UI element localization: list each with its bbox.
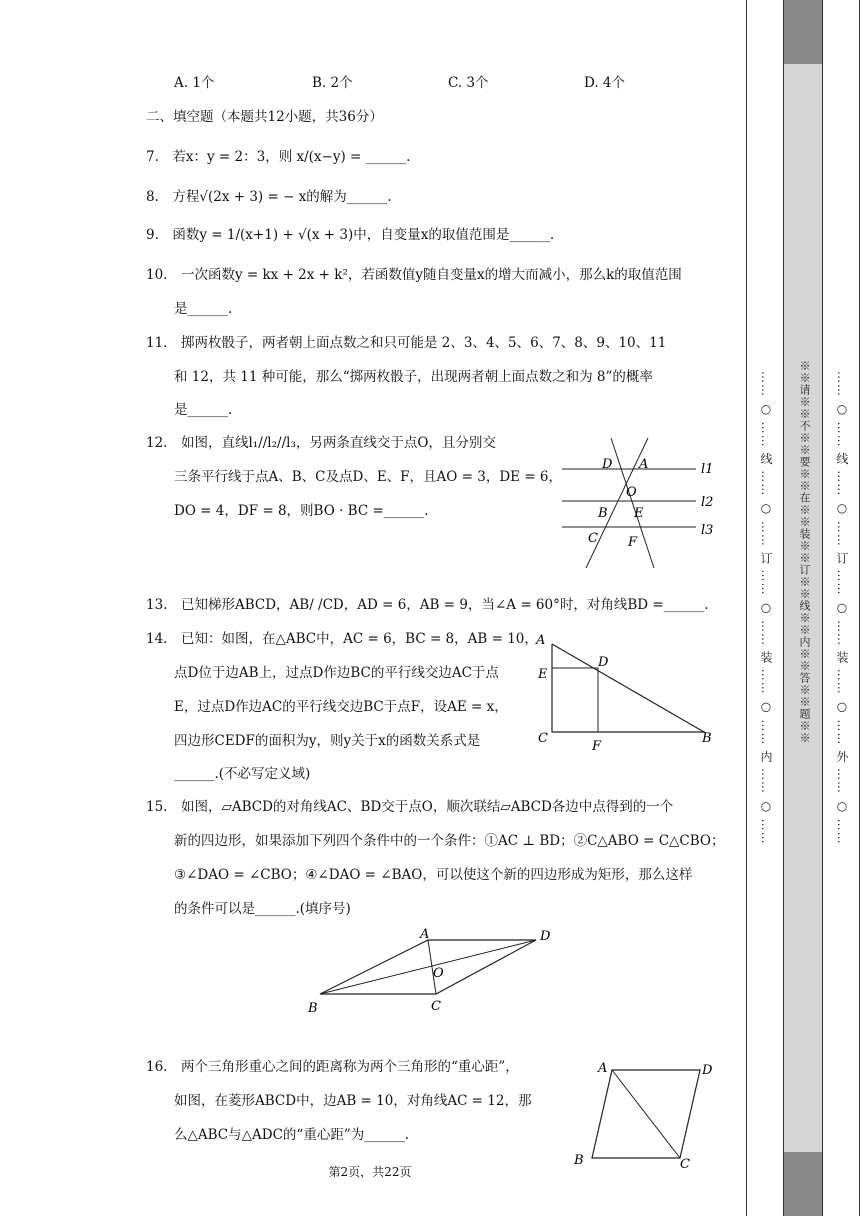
- fig12-label-a: A: [639, 457, 649, 472]
- binding-strip-outer: [822, 0, 860, 1216]
- fig12-label-o: O: [626, 485, 637, 500]
- fig14-label-c: C: [538, 731, 548, 746]
- strip-top-block: [784, 0, 822, 64]
- question-15-line4: 的条件可以是______.(填序号): [174, 901, 351, 917]
- binding-outer-text: …… ○ …… 线 …… ○ …… 订 …… ○ …… 装 …… ○ …… 外 …… ○ ……: [835, 371, 849, 845]
- fig16-label-a: A: [598, 1061, 608, 1076]
- binding-strip-inner: [746, 0, 784, 1216]
- question-11-line3: 是______.: [174, 402, 233, 418]
- strip-bottom-block: [784, 1152, 822, 1216]
- fig16-label-c: C: [680, 1157, 690, 1172]
- option-b: B. 2个: [312, 75, 353, 91]
- question-11-line1: 11. 掷两枚骰子，两者朝上面点数之和只可能是 2、3、4、5、6、7、8、9、10、11: [146, 335, 667, 351]
- fig12-label-l2: l2: [701, 495, 714, 510]
- option-a: A. 1个: [174, 75, 215, 91]
- figure-15-parallelogram: [300, 924, 562, 1018]
- fig15-label-a: A: [420, 927, 430, 942]
- question-14-line5: ______.(不必写定义域): [174, 766, 311, 782]
- binding-strip-middle: [783, 0, 823, 1216]
- question-11-line2: 和 12，共 11 种可能，那么“掷两枚骰子，出现两者朝上面点数之和为 8”的概率: [174, 369, 653, 385]
- question-14-line4: 四边形CEDF的面积为y，则y关于x的函数关系式是: [174, 733, 481, 749]
- question-12-line2: 三条平行线于点A、B、C及点D、E、F，且AO = 3，DE = 6，: [174, 469, 563, 485]
- fig14-label-e: E: [538, 667, 548, 682]
- question-10-line1: 10. 一次函数y = kx + 2x + k²，若函数值y随自变量x的增大而减小，那么k的取值范围: [146, 267, 682, 283]
- question-9: 9. 函数y = 1/(x+1) + √(x + 3)中，自变量x的取值范围是______.: [146, 227, 555, 243]
- question-12-line1: 12. 如图，直线l₁//l₂//l₃，另两条直线交于点O，且分别交: [146, 435, 496, 451]
- fig14-label-f: F: [592, 739, 602, 754]
- fig12-label-l3: l3: [701, 523, 714, 538]
- question-14-line3: E，过点D作边AC的平行线交边BC于点F，设AE = x，: [174, 699, 508, 715]
- option-d: D. 4个: [584, 75, 626, 91]
- question-15-line1: 15. 如图，▱ABCD的对角线AC、BD交于点O，顺次联结▱ABCD各边中点得到的一个: [146, 799, 674, 815]
- fig15-label-d: D: [540, 929, 551, 944]
- figure-16-rhombus: [566, 1054, 722, 1172]
- fig14-label-d: D: [598, 655, 609, 670]
- figure-14-triangle: [534, 628, 720, 754]
- fig12-label-d: D: [602, 457, 613, 472]
- fig15-label-b: B: [308, 1001, 318, 1016]
- fig16-label-d: D: [702, 1063, 713, 1078]
- page-footer: 第2页，共22页: [328, 1165, 412, 1179]
- question-16-line2: 如图，在菱形ABCD中，边AB = 10，对角线AC = 12，那: [174, 1093, 532, 1109]
- fig12-label-c: C: [588, 531, 598, 546]
- question-10-line2: 是______.: [174, 301, 233, 317]
- question-14-line2: 点D位于边AB上，过点D作边BC的平行线交边AC于点: [174, 665, 499, 681]
- section-title: 二、填空题（本题共12小题，共36分）: [146, 109, 383, 125]
- fig14-label-b: B: [702, 731, 712, 746]
- fig12-label-b: B: [598, 506, 608, 521]
- question-15-line2: 新的四边形，如果添加下列四个条件中的一个条件：①AC ⊥ BD；②C△ABO = C△CBO；: [174, 833, 725, 849]
- question-8: 8. 方程√(2x + 3) = − x的解为______.: [146, 189, 392, 205]
- fig12-label-f: F: [628, 535, 638, 550]
- question-7: 7. 若x：y = 2：3，则 x/(x−y) = ______.: [146, 149, 411, 165]
- question-16-line1: 16. 两个三角形重心之间的距离称为两个三角形的“重心距”，: [146, 1059, 519, 1075]
- question-13: 13. 已知梯形ABCD，AB/ /CD，AD = 6，AB = 9，当∠A = 60°时，对角线BD =______.: [146, 597, 709, 613]
- fig15-label-o: O: [433, 966, 444, 981]
- option-c: C. 3个: [448, 75, 489, 91]
- fig14-label-a: A: [536, 633, 546, 648]
- question-14-line1: 14. 已知：如图，在△ABC中，AC = 6，BC = 8，AB = 10，: [146, 631, 538, 647]
- binding-middle-text: ※※请※※不※※要※※在※※装※※订※※线※※内※※答※※题※※: [798, 360, 811, 744]
- figure-12-parallel-lines: [556, 436, 726, 570]
- binding-inner-text: …… ○ …… 线 …… ○ …… 订 …… ○ …… 装 …… ○ …… 内 …… ○ ……: [759, 371, 773, 845]
- fig12-label-e: E: [634, 506, 644, 521]
- fig15-label-c: C: [431, 999, 441, 1014]
- question-12-line3: DO = 4，DF = 8，则BO · BC =______.: [174, 503, 429, 519]
- fig16-label-b: B: [574, 1153, 584, 1168]
- question-15-line3: ③∠DAO = ∠CBO；④∠DAO = ∠BAO，可以使这个新的四边形成为矩形，那么这样: [174, 867, 693, 883]
- fig12-label-l1: l1: [701, 462, 714, 477]
- question-16-line3: 么△ABC与△ADC的“重心距”为______.: [174, 1127, 410, 1143]
